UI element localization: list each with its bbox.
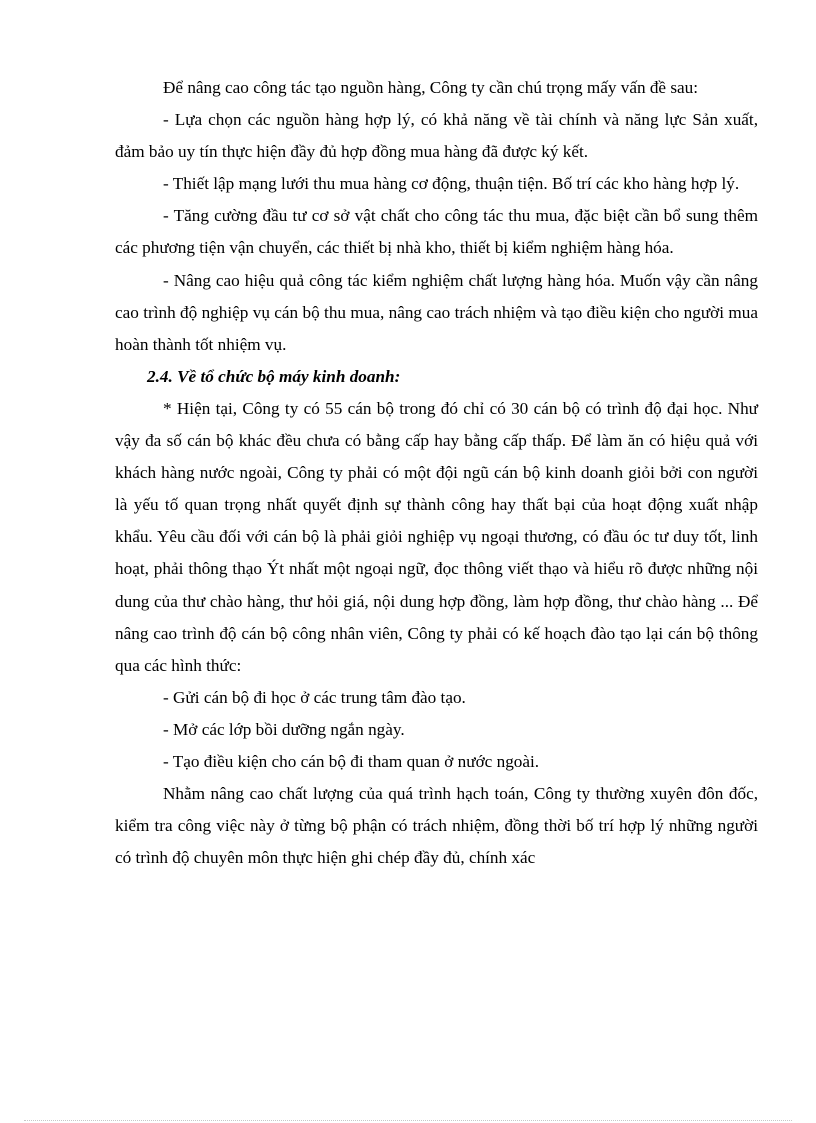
training-item: - Tạo điều kiện cho cán bộ đi tham quan ở nước ngoài. [163,751,540,771]
section-heading: 2.4. Về tổ chức bộ máy kinh doanh: [147,366,401,386]
closing-paragraph: Nhằm nâng cao chất lượng của quá trình hạch toán, Công ty thường xuyên đôn đốc, kiểm tra công việc này ở từng bộ phận có trách nhiệm, đồng thời bố trí hợp lý những người có trình độ chuyên môn thực hiện ghi chép đầy đủ, chính xác [115,784,758,868]
bullet-investment: - Tăng cường đầu tư cơ sở vật chất cho công tác thu mua, đặc biệt cần bổ sung thêm các phương tiện vận chuyển, các thiết bị nhà kho, thiết bị kiểm nghiệm hàng hóa. [115,206,758,258]
bullet-quality: - Nâng cao hiệu quả công tác kiểm nghiệm chất lượng hàng hóa. Muốn vậy cần nâng cao trình độ nghiệp vụ cán bộ thu mua, nâng cao trách nhiệm và tạo điều kiện cho người mua hoàn thành tốt nhiệm vụ. [115,270,758,354]
page-bottom-divider [24,1120,792,1121]
intro-paragraph: Để nâng cao công tác tạo nguồn hàng, Công ty cần chú trọng mấy vấn đề sau: [163,78,699,97]
section-paragraph: * Hiện tại, Công ty có 55 cán bộ trong đó chỉ có 30 cán bộ có trình độ đại học. Như vậy đa số cán bộ khác đều chưa có bằng cấp hay bằng cấp thấp. Để làm ăn có hiệu quả với khách hàng nước ngoài, Công ty phải có một đội ngũ cán bộ kinh doanh giỏi bởi con người là yếu tố quan trọng nhất quyết định sự thành công hay thất bại của hoạt động xuất nhập khẩu. Yêu cầu đối với cán bộ là phải giỏi nghiệp vụ ngoại thương, có đầu óc tư duy tốt, linh hoạt, phải thông thạo Ýt nhất một ngoại ngữ, đọc thông viết thạo và hiểu rõ được những nội dung của thư chào hàng, thư hỏi giá, nội dung hợp đồng, làm hợp đồng, thư chào hàng ... Để nâng cao trình độ cán bộ công nhân viên, Công ty phải có kế hoạch đào tạo lại cán bộ thông qua các hình thức: [115,398,758,675]
document-page [115,72,758,874]
bullet-network: - Thiết lập mạng lưới thu mua hàng cơ động, thuận tiện. Bố trí các kho hàng hợp lý. [163,174,740,194]
training-item: - Mở các lớp bồi dưỡng ngắn ngày. [163,719,405,739]
training-item: - Gửi cán bộ đi học ở các trung tâm đào tạo. [163,687,466,707]
bullet-sourcing: - Lựa chọn các nguồn hàng hợp lý, có khả năng về tài chính và năng lực Sản xuất, đảm bảo uy tín thực hiện đầy đủ hợp đồng mua hàng đã được ký kết. [115,110,758,162]
